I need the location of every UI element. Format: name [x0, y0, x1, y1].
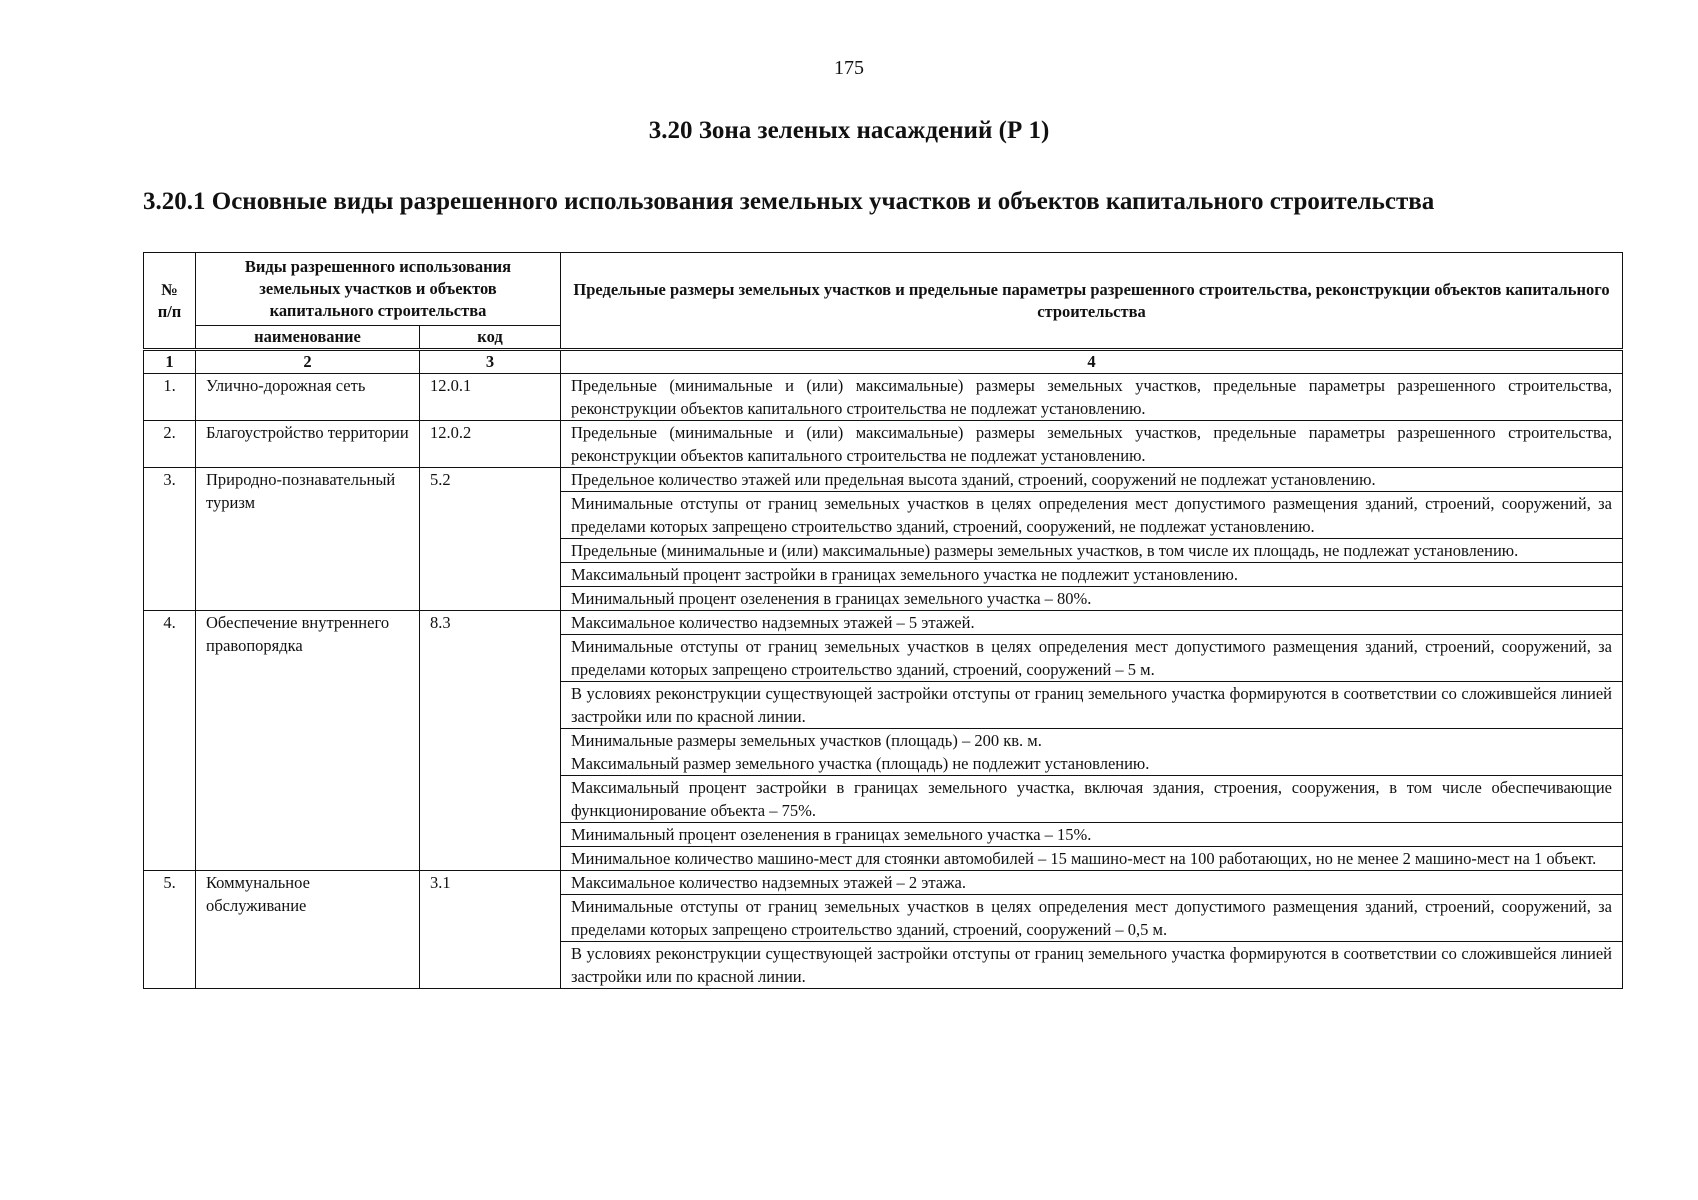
table-header: [144, 253, 1623, 350]
column-number: 1: [144, 350, 196, 374]
parameter-text: Максимальный процент застройки в границах земельного участка, включая здания, строения, сооружения, в том числе обеспечивающие функционирование объекта – 75%.: [561, 776, 1623, 823]
table-row: [144, 421, 1623, 468]
header-name: наименование: [196, 326, 420, 350]
parameter-text: Предельные (минимальные и (или) максимальные) размеры земельных участков, в том числе их площадь, не подлежат установлению.: [561, 539, 1623, 563]
table-row: [144, 468, 1623, 492]
use-type-code: 12.0.1: [420, 374, 561, 421]
parameter-text: Минимальные отступы от границ земельных участков в целях определения мест допустимого размещения зданий, строений, сооружений, за пределами которых запрещено строительство зданий, строений, сооружений – 5 м.: [561, 635, 1623, 682]
use-type-name: Обеспечение внутреннего правопорядка: [196, 611, 420, 871]
parameter-text: В условиях реконструкции существующей застройки отступы от границ земельного участка формируются в соответствии со сложившейся линией застройки или по красной линии.: [561, 682, 1623, 729]
parameter-text: Минимальные отступы от границ земельных участков в целях определения мест допустимого размещения зданий, строений, сооружений, за пределами которых запрещено строительство зданий, строений, сооружений – 0,5 м.: [561, 895, 1623, 942]
table-row: [144, 871, 1623, 895]
parameter-text: Минимальные отступы от границ земельных участков в целях определения мест допустимого размещения зданий, строений, сооружений, за пределами которых запрещено строительство зданий, строений, сооружений, не подлежат установлению.: [561, 492, 1623, 539]
parameter-text: Предельные (минимальные и (или) максимальные) размеры земельных участков, предельные параметры разрешенного строительства, реконструкции объектов капитального строительства не подлежат установлению.: [561, 374, 1623, 421]
table-row: [144, 374, 1623, 421]
land-use-table: [143, 252, 1623, 989]
row-number: 2.: [144, 421, 196, 468]
column-number-row: [144, 350, 1623, 374]
use-type-name: Природно-познавательный туризм: [196, 468, 420, 611]
use-type-code: 3.1: [420, 871, 561, 989]
parameter-text: Предельные (минимальные и (или) максимальные) размеры земельных участков, предельные параметры разрешенного строительства, реконструкции объектов капитального строительства не подлежат установлению.: [561, 421, 1623, 468]
header-code: код: [420, 326, 561, 350]
header-num: № п/п: [144, 253, 196, 350]
parameter-text: Максимальный процент застройки в границах земельного участка не подлежит установлению.: [561, 563, 1623, 587]
column-number: 2: [196, 350, 420, 374]
parameter-text: Минимальные размеры земельных участков (площадь) – 200 кв. м. Максимальный размер земельного участка (площадь) не подлежит установлению.: [561, 729, 1623, 776]
table-row: [144, 611, 1623, 635]
header-params: Предельные размеры земельных участков и предельные параметры разрешенного строительства, реконструкции объектов капитального строительства: [561, 253, 1623, 350]
column-number: 4: [561, 350, 1623, 374]
parameter-text: Минимальное количество машино-мест для стоянки автомобилей – 15 машино-мест на 100 работающих, но не менее 2 машино-мест на 1 объект.: [561, 847, 1623, 871]
row-number: 1.: [144, 374, 196, 421]
use-type-name: Коммунальное обслуживание: [196, 871, 420, 989]
use-type-code: 8.3: [420, 611, 561, 871]
parameter-text: Предельное количество этажей или предельная высота зданий, строений, сооружений не подлежат установлению.: [561, 468, 1623, 492]
parameter-text: Максимальное количество надземных этажей – 2 этажа.: [561, 871, 1623, 895]
section-title: 3.20 Зона зеленых насаждений (Р 1): [648, 117, 1050, 144]
use-type-name: Улично-дорожная сеть: [196, 374, 420, 421]
column-number: 3: [420, 350, 561, 374]
subsection-title: 3.20.1 Основные виды разрешенного использования земельных участков и объектов капитального строительства: [143, 188, 1435, 215]
page-number: 175: [834, 57, 864, 79]
row-number: 3.: [144, 468, 196, 611]
parameter-text: В условиях реконструкции существующей застройки отступы от границ земельного участка формируются в соответствии со сложившейся линией застройки или по красной линии.: [561, 942, 1623, 989]
use-type-code: 12.0.2: [420, 421, 561, 468]
use-type-name: Благоустройство территории: [196, 421, 420, 468]
row-number: 5.: [144, 871, 196, 989]
use-type-code: 5.2: [420, 468, 561, 611]
parameter-text: Минимальный процент озеленения в границах земельного участка – 80%.: [561, 587, 1623, 611]
header-types: Виды разрешенного использования земельных участков и объектов капитального строительства: [196, 253, 561, 326]
table-body: [144, 350, 1623, 989]
row-number: 4.: [144, 611, 196, 871]
parameter-text: Максимальное количество надземных этажей – 5 этажей.: [561, 611, 1623, 635]
parameter-text: Минимальный процент озеленения в границах земельного участка – 15%.: [561, 823, 1623, 847]
